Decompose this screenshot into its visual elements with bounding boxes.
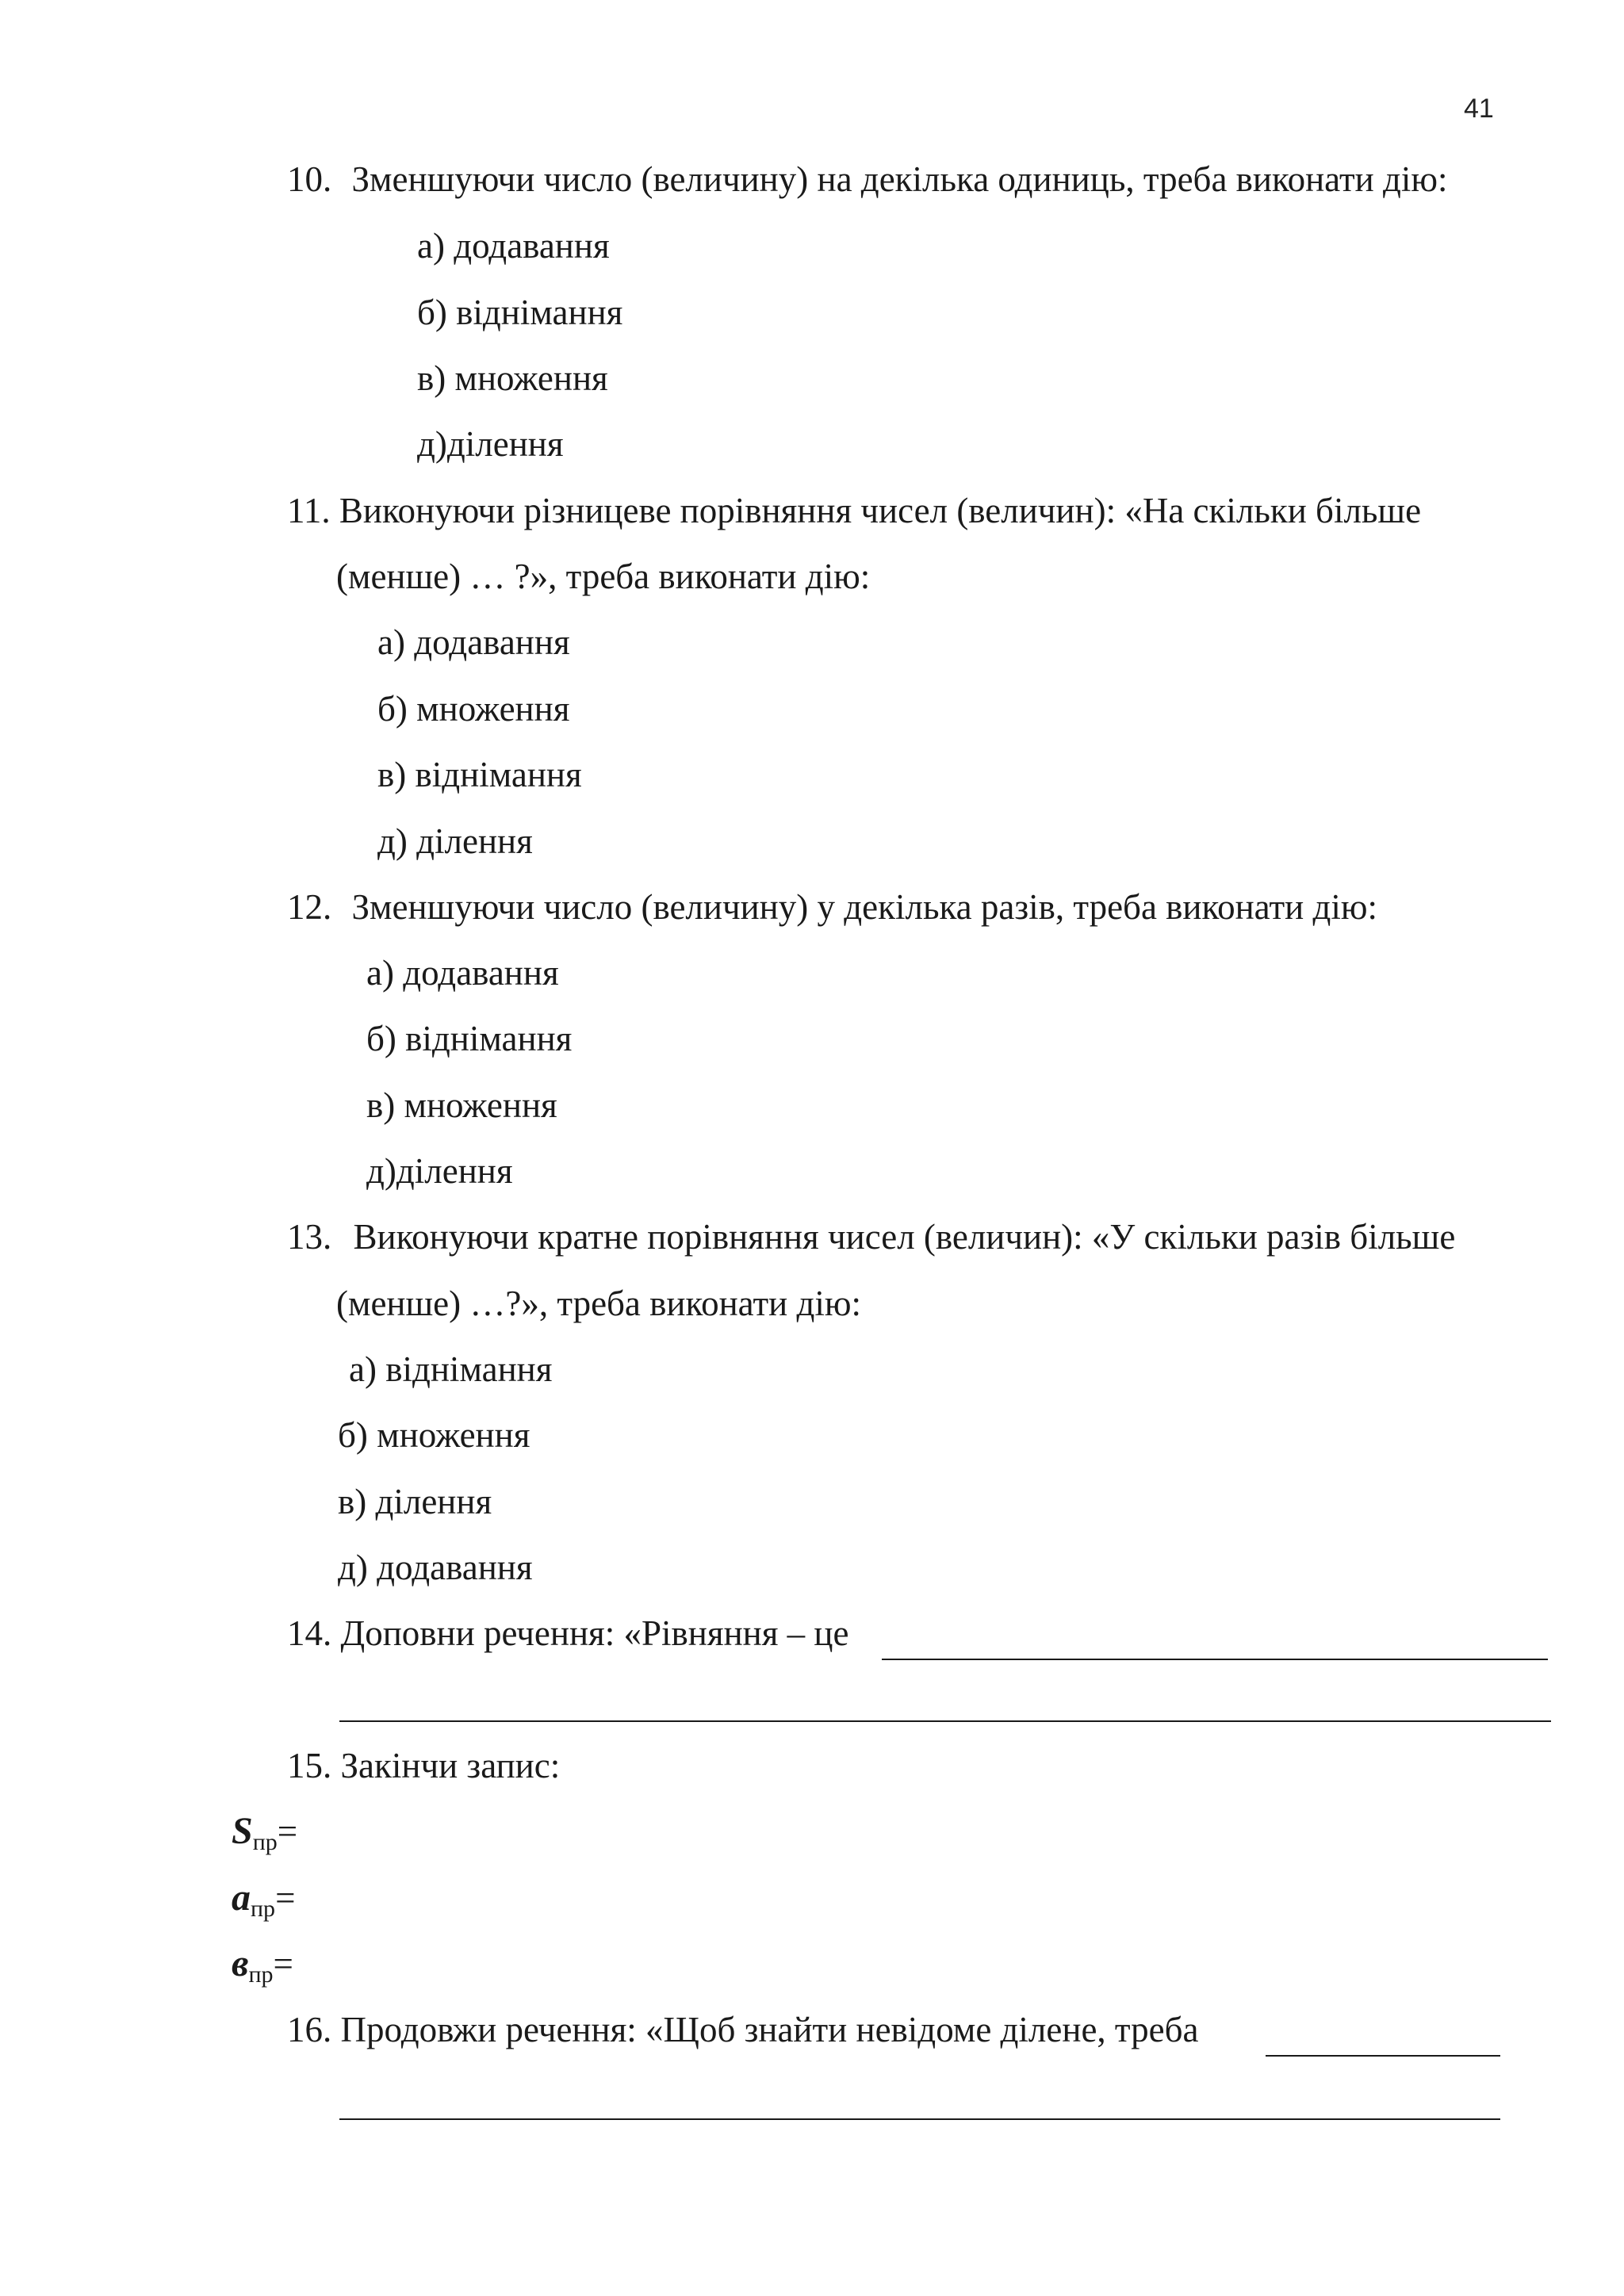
formula-equals: = (275, 1878, 296, 1918)
question-text: Доповни речення: «Рівняння – це (340, 1613, 849, 1653)
option-d: д) додавання (338, 1548, 533, 1587)
question-16 (287, 2006, 1198, 2053)
question-number: 16. (287, 2010, 332, 2049)
question-number: 14. (287, 1613, 332, 1653)
formula-subscript: пр (251, 1896, 276, 1922)
formula-a (232, 1874, 295, 1933)
option-d: д)ділення (417, 424, 564, 464)
formula-variable: а (232, 1877, 251, 1919)
option-a: а) додавання (366, 953, 559, 993)
option-v: в) множення (417, 358, 608, 398)
question-text: Продовжи речення: «Щоб знайти невідоме ділене, треба (340, 2010, 1199, 2049)
formula-v (232, 1940, 293, 1999)
option-b: б) віднімання (366, 1019, 573, 1058)
formula-subscript: пр (248, 1961, 274, 1988)
question-10 (287, 155, 1448, 203)
answer-blank-line[interactable] (339, 1720, 1551, 1722)
option-b: б) множення (377, 689, 570, 729)
question-text: Зменшуючи число (величину) на декілька одиниць, треба виконати дію: (351, 159, 1448, 199)
formula-equals: = (273, 1944, 293, 1984)
formula-s (232, 1808, 297, 1866)
answer-blank-line[interactable] (1266, 2055, 1500, 2057)
option-d: д)ділення (366, 1151, 513, 1191)
option-v: в) віднімання (377, 755, 582, 794)
question-14 (287, 1609, 849, 1657)
option-v: в) ділення (338, 1482, 492, 1521)
question-text: Зменшуючи число (величину) у декілька разів, треба виконати дію: (351, 887, 1377, 927)
question-13 (287, 1213, 1455, 1261)
answer-blank-line[interactable] (339, 2118, 1500, 2120)
question-number: 11. (287, 491, 331, 530)
option-b: б) множення (338, 1415, 530, 1455)
option-a: а) віднімання (349, 1349, 553, 1389)
formula-equals: = (277, 1812, 298, 1851)
formula-subscript: пр (252, 1829, 278, 1855)
question-11-line2: (менше) … ?», треба виконати дію: (336, 557, 871, 596)
question-text: Закінчи запис: (340, 1746, 561, 1785)
option-a: а) додавання (377, 622, 570, 662)
formula-variable: S (232, 1810, 253, 1852)
option-b: б) віднімання (417, 293, 623, 332)
formula-variable: в (232, 1942, 249, 1984)
question-15 (287, 1742, 560, 1789)
question-11 (287, 487, 1421, 534)
question-number: 15. (287, 1746, 332, 1785)
question-text: Виконуючи кратне порівняння чисел (величин): «У скільки разів більше (353, 1217, 1456, 1257)
answer-blank-line[interactable] (882, 1659, 1548, 1660)
option-a: а) додавання (417, 226, 610, 266)
question-number: 10. (287, 159, 332, 199)
question-12 (287, 883, 1377, 931)
page-number: 41 (1464, 94, 1494, 124)
question-number: 12. (287, 887, 332, 927)
question-number: 13. (287, 1217, 332, 1257)
option-d: д) ділення (377, 821, 533, 861)
option-v: в) множення (366, 1085, 557, 1125)
question-13-line2: (менше) …?», треба виконати дію: (336, 1284, 861, 1323)
question-text: Виконуючи різницеве порівняння чисел (величин): «На скільки більше (339, 491, 1422, 530)
